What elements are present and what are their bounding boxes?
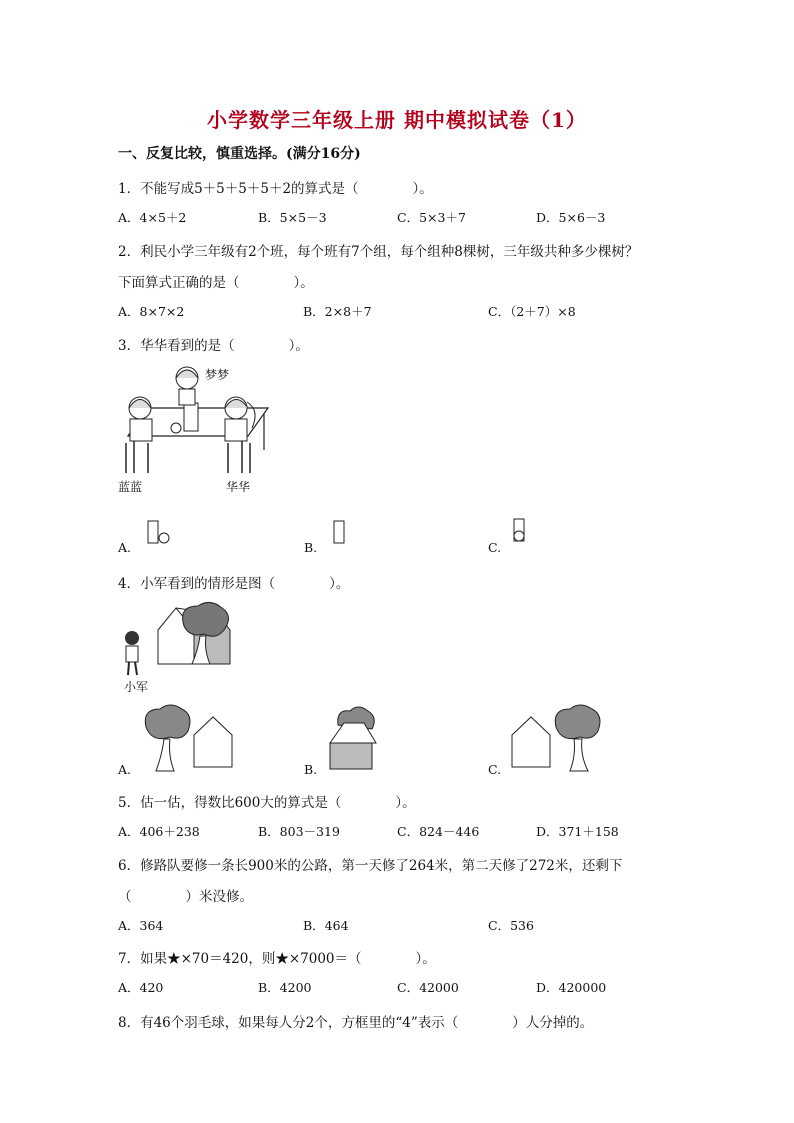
q1-option-b[interactable]: B．5×5－3 [258,210,327,225]
q7-option-c[interactable]: C．42000 [397,980,459,995]
q3-option-b[interactable]: B. [304,540,318,555]
q3-option-a-figure [146,519,176,547]
q4-option-c[interactable]: C. [488,762,502,777]
q3-option-c-figure [512,517,532,545]
label-mengmeng: 梦梦 [205,368,230,382]
q4-scene-illustration [118,600,238,680]
q5-option-c[interactable]: C．824－446 [397,824,480,839]
q3-option-c[interactable]: C. [488,540,502,555]
q2-option-a[interactable]: A．8×7×2 [118,304,185,319]
q4-option-b-figure [326,705,386,775]
question-7: 7．如果★×70＝420，则★×7000＝（ ）。 [118,951,436,967]
q1-option-c[interactable]: C．5×3＋7 [397,210,466,225]
q1-option-a[interactable]: A．4×5＋2 [118,210,187,225]
q1-option-d[interactable]: D．5×6－3 [536,210,606,225]
question-1: 1．不能写成5＋5＋5＋5＋2的算式是（ ）。 [118,181,433,197]
question-2-line-2: 下面算式正确的是（ ）。 [118,275,314,291]
q7-option-d[interactable]: D．420000 [536,980,607,995]
q5-option-a[interactable]: A．406＋238 [118,824,200,839]
section-heading: 一、反复比较，慎重选择。(满分16分) [118,146,361,162]
q4-option-a[interactable]: A. [118,762,132,777]
page-title: 小学数学三年级上册 期中模拟试卷（1） [207,108,587,132]
question-2-line-1: 2．利民小学三年级有2个班，每个班有7个组，每个组种8棵树，三年级共种多少棵树？ [118,244,639,260]
q7-option-b[interactable]: B．4200 [258,980,312,995]
q4-option-a-figure [140,705,240,775]
label-huahua: 华华 [226,480,251,494]
q6-option-a[interactable]: A．364 [118,918,164,933]
q6-option-c[interactable]: C．536 [488,918,534,933]
question-6-line-1: 6．修路队要修一条长900米的公路，第一天修了264米，第二天修了272米，还剩下 [118,858,623,874]
label-xiaojun: 小军 [124,680,149,694]
q2-option-c[interactable]: C．（2＋7）×8 [488,304,576,319]
q4-option-b[interactable]: B. [304,762,318,777]
question-5: 5．估一估，得数比600大的算式是（ ）。 [118,795,416,811]
q5-option-b[interactable]: B．803－319 [258,824,340,839]
q7-option-a[interactable]: A．420 [118,980,164,995]
question-3: 3．华华看到的是（ ）。 [118,338,309,354]
q3-option-b-figure [332,519,352,547]
label-lanlan: 蓝蓝 [118,480,143,494]
q6-option-b[interactable]: B．464 [303,918,349,933]
question-6-line-2: （ ）米没修。 [118,889,253,905]
q4-option-c-figure [508,705,608,775]
q3-scene-illustration [118,358,278,498]
q5-option-d[interactable]: D．371＋158 [536,824,619,839]
question-4: 4．小军看到的情形是图（ ）。 [118,576,350,592]
q2-option-b[interactable]: B．2×8＋7 [303,304,372,319]
q3-option-a[interactable]: A. [118,540,132,555]
question-8: 8．有46个羽毛球，如果每人分2个，方框里的“4”表示（ ）人分掉的。 [118,1015,594,1031]
